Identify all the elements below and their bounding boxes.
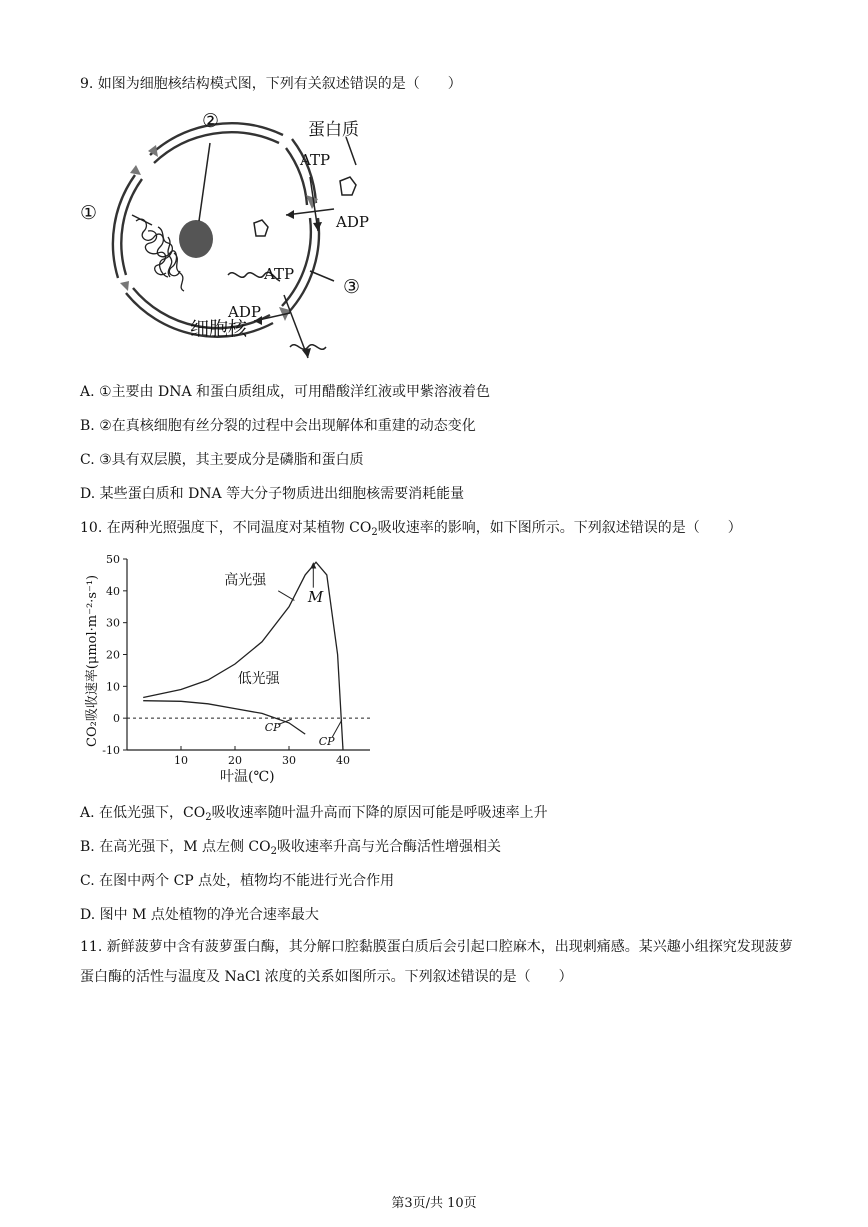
x-axis-label: 叶温(℃) (220, 769, 275, 785)
annotation-m: M (307, 587, 324, 606)
page-footer: 第3页/共 10页 (391, 1196, 477, 1211)
co2-uptake-chart (80, 547, 380, 787)
y-tick-label: 30 (106, 616, 120, 630)
q10-option-d: D. 图中 M 点处植物的净光合速率最大 (80, 907, 319, 923)
label-2: ② (202, 110, 220, 132)
protein-label: 蛋白质 (308, 120, 359, 140)
y-tick-label: -10 (102, 744, 120, 757)
atp-bottom-label: ATP (264, 265, 295, 283)
q9-option-b: B. ②在真核细胞有丝分裂的过程中会出现解体和重建的动态变化 (80, 418, 476, 434)
x-tick-label: 30 (282, 754, 296, 767)
nucleus-structure-figure (78, 103, 378, 365)
q10-stem: 10. 在两种光照强度下，不同温度对某植物 $CO_2$吸收速率的影响，如下图所示。下列叙述错误的是（ ） (80, 520, 742, 538)
series-label-low: 低光强 (237, 671, 280, 688)
nucleolus (179, 220, 213, 258)
q10-option-c: C. 在图中两个 CP 点处，植物均不能进行光合作用 (80, 873, 395, 889)
protein-shape (254, 220, 268, 236)
q9-stem: 9. 如图为细胞核结构模式图，下列有关叙述错误的是（ ） (80, 76, 462, 92)
series-label-high: 高光强 (224, 572, 267, 589)
q10-option-a: A. 在低光强下，$CO_2$吸收速率随叶温升高而下降的原因可能是呼吸速率上升 (80, 805, 548, 823)
adp-bottom-label: ADP (228, 303, 261, 321)
y-tick-label: 40 (106, 584, 120, 598)
protein-shape (340, 177, 356, 195)
q11-stem: 11. 新鲜菠萝中含有菠萝蛋白酶，其分解口腔黏膜蛋白质后会引起口腔麻木，出现刺痛感。某兴趣小组探究发现菠萝蛋白酶的活性与温度及 NaCl 浓度的关系如图所示。下列叙述错误的是（ ） (80, 939, 793, 985)
atp-top-label: ATP (300, 151, 331, 169)
q10-option-b: B. 在高光强下，M 点左侧 $CO_2$吸收速率升高与光合酶活性增强相关 (80, 839, 501, 857)
x-tick-label: 10 (174, 754, 188, 767)
q9-option-d: D. 某些蛋白质和 DNA 等大分子物质进出细胞核需要消耗能量 (80, 486, 465, 502)
annotation-cp-high: CP (318, 735, 335, 749)
annotation-cp-low: CP (264, 720, 281, 734)
y-tick-label: 0 (113, 712, 120, 726)
y-tick-label: 20 (106, 648, 120, 662)
adp-top-label: ADP (336, 213, 369, 231)
nucleus-label: 细胞核 (190, 318, 248, 340)
x-tick-label: 20 (228, 754, 242, 767)
y-tick-label: 50 (106, 553, 120, 566)
q9-option-c: C. ③具有双层膜，其主要成分是磷脂和蛋白质 (80, 452, 364, 468)
label-1: ① (80, 202, 98, 224)
label-3: ③ (343, 276, 361, 298)
y-tick-label: 10 (106, 680, 120, 694)
q9-option-a: A. ①主要由 DNA 和蛋白质组成，可用醋酸洋红液或甲紫溶液着色 (80, 384, 491, 400)
series-line-1 (143, 701, 305, 734)
cp-high-arrow (332, 720, 342, 738)
y-axis-label: CO₂吸收速率(μmol·m⁻²·s⁻¹) (85, 574, 100, 747)
series-label-high-leader (278, 591, 294, 601)
x-tick-label: 40 (336, 754, 350, 767)
